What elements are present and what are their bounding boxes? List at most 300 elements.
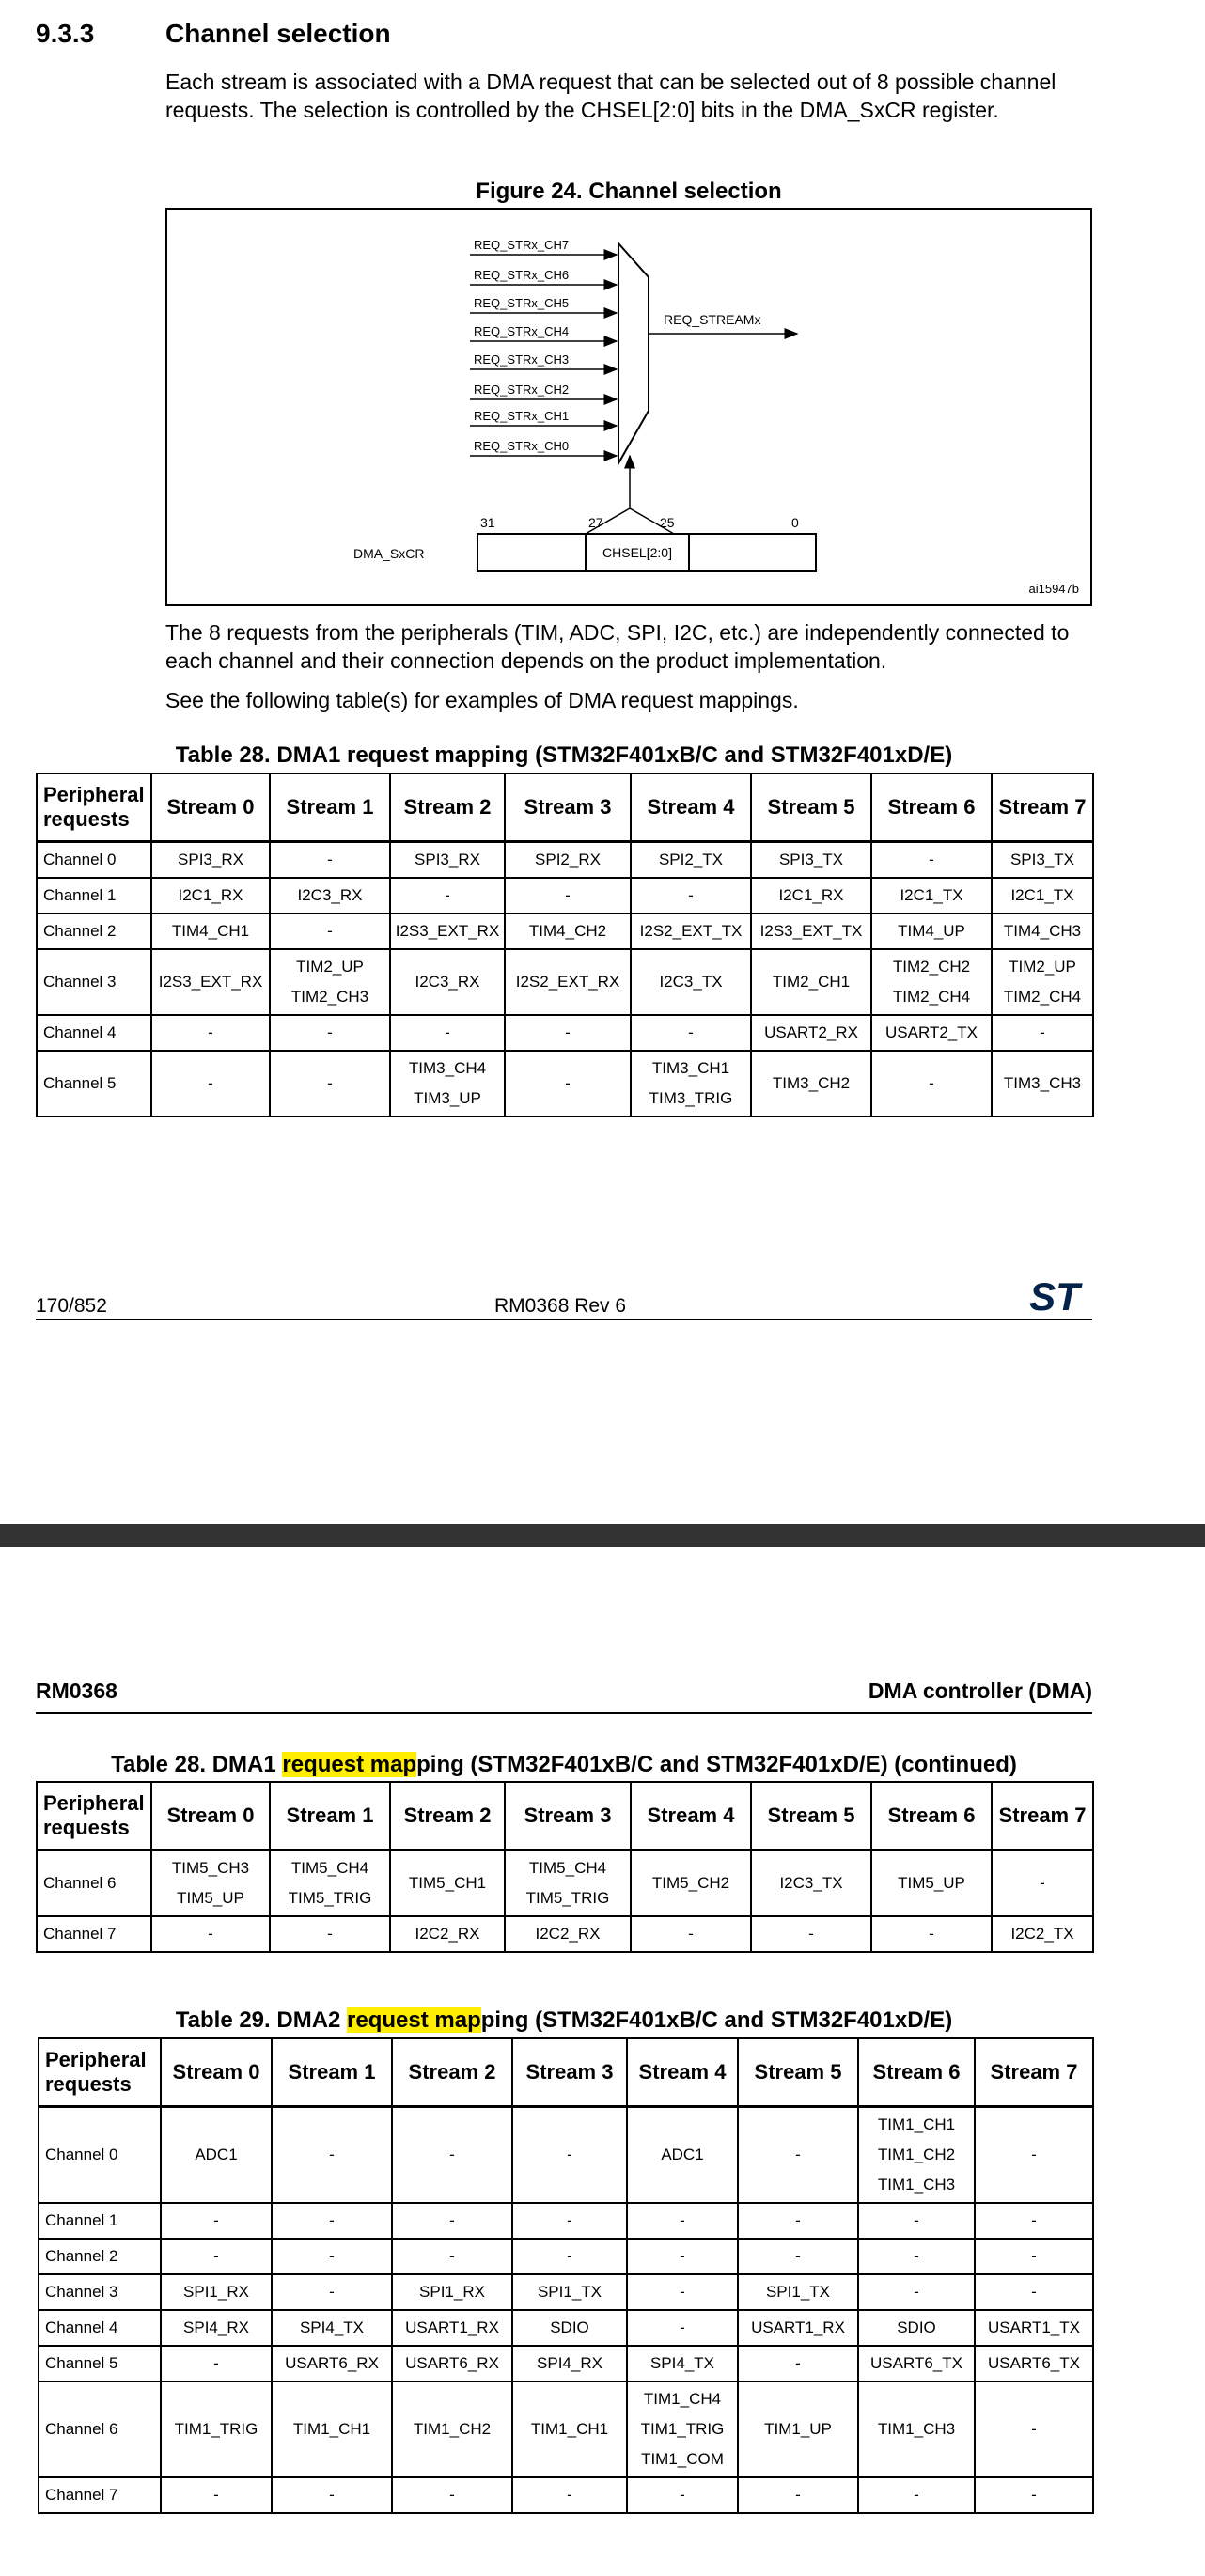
cell-value: SDIO [897, 2318, 936, 2336]
table-cell [270, 841, 390, 878]
table-row [39, 2106, 1093, 2203]
table-row [37, 1015, 1093, 1051]
table-cell [512, 2381, 627, 2477]
section-title: Channel selection [165, 19, 391, 48]
cell-value: TIM1_CH3 [877, 2419, 956, 2438]
table-cell [631, 1015, 751, 1051]
table-cell [975, 2106, 1093, 2203]
channel-label: Channel 6 [39, 2381, 161, 2477]
figure-frame [165, 208, 1092, 606]
cell-value: USART2_RX [764, 1023, 858, 1041]
cell-value: TIM3_CH4 [408, 1058, 487, 1077]
table-cell [505, 1916, 631, 1952]
table-row [39, 2310, 1093, 2346]
table-cell [270, 1015, 390, 1051]
chsel-field-label: CHSEL[2:0] [602, 545, 672, 560]
table-cell [627, 2346, 738, 2381]
header-doc-id: RM0368 [36, 1678, 117, 1703]
cell-value: TIM5_CH1 [408, 1873, 487, 1892]
cell-value: SPI3_TX [1009, 850, 1075, 868]
cell-value: I2C2_RX [535, 1924, 601, 1943]
table-cell [161, 2381, 272, 2477]
table-cell [390, 949, 505, 1015]
cell-value: ADC1 [195, 2145, 238, 2163]
cell-value: SPI4_RX [183, 2318, 249, 2336]
input-label: REQ_STRx_CH1 [474, 409, 570, 423]
bit-25-label: 25 [660, 515, 675, 530]
cell-value: - [1031, 2282, 1037, 2301]
cell-value: USART2_TX [885, 1023, 978, 1041]
table-cell [161, 2274, 272, 2310]
cell-value: - [208, 1924, 213, 1943]
column-header-stream-2: Stream 2 [392, 2038, 512, 2106]
cell-value: - [688, 885, 694, 904]
column-header-stream-7: Stream 7 [992, 773, 1093, 841]
table-cell [392, 2203, 512, 2239]
cell-value: - [680, 2246, 685, 2265]
table-cell [738, 2239, 858, 2274]
table-row [37, 1850, 1093, 1916]
table-row [39, 2239, 1093, 2274]
table-cell [992, 1051, 1093, 1116]
cell-value: ADC1 [661, 2145, 704, 2163]
cell-value: I2S3_EXT_TX [759, 921, 863, 940]
cell-value: SPI1_TX [765, 2282, 831, 2301]
cell-value: TIM3_CH1 [651, 1058, 730, 1077]
table-row [37, 1916, 1093, 1952]
table-row [37, 1051, 1093, 1116]
cell-value: - [565, 1073, 571, 1092]
cell-value: - [1040, 1873, 1045, 1892]
cell-value: TIM4_CH1 [171, 921, 250, 940]
cell-value: - [795, 2246, 801, 2265]
channel-label: Channel 0 [39, 2106, 161, 2203]
figure-code: ai15947b [1028, 582, 1079, 596]
table-cell [858, 2274, 975, 2310]
column-header-stream-1: Stream 1 [270, 1782, 390, 1850]
table-cell [161, 2477, 272, 2513]
table-cell [392, 2381, 512, 2477]
channel-label: Channel 1 [39, 2203, 161, 2239]
table-cell [392, 2274, 512, 2310]
channel-label: Channel 3 [37, 949, 151, 1015]
cell-value: - [567, 2246, 572, 2265]
table-cell [631, 913, 751, 949]
table-cell [270, 878, 390, 913]
cell-value: SPI2_RX [535, 850, 601, 868]
table28-continued-caption: Table 28. DMA1 request mapping (STM32F401xB/C and STM32F401xD/E) (continued) [111, 1752, 1017, 1777]
cell-value: - [1031, 2145, 1037, 2163]
cell-value: - [327, 1073, 333, 1092]
cell-value: TIM3_CH2 [772, 1073, 851, 1092]
column-header-peripheral: Peripheral requests [39, 2038, 161, 2106]
table-cell [512, 2310, 627, 2346]
search-highlight: request map [282, 1752, 417, 1777]
table-cell [627, 2477, 738, 2513]
cell-value: - [795, 2145, 801, 2163]
channel-label: Channel 3 [39, 2274, 161, 2310]
output-label: REQ_STREAMx [664, 312, 761, 327]
table-cell [871, 841, 992, 878]
cell-value: TIM4_UP [898, 921, 965, 940]
cell-value: - [329, 2282, 335, 2301]
cell-value: TIM2_CH4 [892, 987, 971, 1006]
register-name: DMA_SxCR [353, 546, 425, 561]
table-cell [992, 1850, 1093, 1916]
table-cell [392, 2346, 512, 2381]
cell-value: SPI1_RX [419, 2282, 485, 2301]
cell-value: TIM5_CH3 [171, 1858, 250, 1877]
cell-value: I2S2_EXT_TX [639, 921, 743, 940]
column-header-stream-1: Stream 1 [272, 2038, 392, 2106]
cell-value: TIM5_TRIG [288, 1888, 372, 1907]
table-cell [627, 2106, 738, 2203]
cell-value: - [929, 1924, 934, 1943]
cell-value: - [445, 1023, 450, 1041]
cell-value: - [449, 2145, 455, 2163]
column-header-stream-3: Stream 3 [505, 773, 631, 841]
column-header-stream-0: Stream 0 [151, 773, 270, 841]
cell-value: I2C3_RX [415, 972, 480, 991]
table-cell [992, 841, 1093, 878]
cell-value: TIM2_CH3 [290, 987, 369, 1006]
cell-value: SDIO [550, 2318, 589, 2336]
table-cell [272, 2346, 392, 2381]
table-cell [751, 878, 871, 913]
cell-value: TIM1_UP [764, 2419, 832, 2438]
table-cell [975, 2239, 1093, 2274]
table-row [39, 2203, 1093, 2239]
table-cell [151, 1051, 270, 1116]
channel-label: Channel 2 [37, 913, 151, 949]
channel-label: Channel 2 [39, 2239, 161, 2274]
column-header-stream-6: Stream 6 [858, 2038, 975, 2106]
cell-value: - [329, 2485, 335, 2504]
bit-0-label: 0 [791, 515, 799, 530]
table-row [39, 2381, 1093, 2477]
cell-value: TIM1_CH2 [413, 2419, 492, 2438]
multiplexer-shape [618, 243, 649, 463]
cell-value: SPI3_RX [415, 850, 480, 868]
table-row [39, 2346, 1093, 2381]
table-cell [738, 2274, 858, 2310]
cell-value: - [808, 1924, 814, 1943]
column-header-stream-5: Stream 5 [738, 2038, 858, 2106]
cell-value: TIM3_TRIG [649, 1088, 733, 1107]
table-cell [505, 949, 631, 1015]
cell-value: SPI1_TX [537, 2282, 602, 2301]
intro-paragraph: Each stream is associated with a DMA request that can be selected out of 8 possible channel requests. The selection is controlled by the CHSEL[2:0] bits in the DMA_SxCR register. [165, 70, 1056, 122]
table-row [37, 878, 1093, 913]
cell-value: USART1_RX [405, 2318, 499, 2336]
input-label: REQ_STRx_CH4 [474, 324, 570, 338]
cell-value: TIM5_CH4 [528, 1858, 607, 1877]
cell-value: - [445, 885, 450, 904]
channel-label: Channel 7 [39, 2477, 161, 2513]
channel-label: Channel 1 [37, 878, 151, 913]
cell-value: - [795, 2485, 801, 2504]
cell-value: SPI3_RX [178, 850, 243, 868]
column-header-stream-0: Stream 0 [161, 2038, 272, 2106]
cell-value: - [213, 2210, 219, 2229]
table-cell [975, 2274, 1093, 2310]
table-row [37, 913, 1093, 949]
cell-value: - [929, 1073, 934, 1092]
cell-value: I2C1_RX [178, 885, 243, 904]
table29-caption: Table 29. DMA2 request mapping (STM32F401xB/C and STM32F401xD/E) [175, 2007, 953, 2033]
cell-value: TIM2_CH2 [892, 957, 971, 976]
cell-value: I2S2_EXT_RX [515, 972, 620, 991]
input-lines [470, 238, 617, 456]
table-cell [738, 2203, 858, 2239]
input-label: REQ_STRx_CH0 [474, 439, 570, 453]
cell-value: I2S3_EXT_RX [395, 921, 500, 940]
cell-value: - [565, 1023, 571, 1041]
doc-revision: RM0368 Rev 6 [494, 1295, 627, 1317]
table-cell [992, 913, 1093, 949]
cell-value: - [449, 2246, 455, 2265]
cell-value: - [914, 2485, 919, 2504]
cell-value: - [688, 1023, 694, 1041]
requests-paragraph: The 8 requests from the peripherals (TIM, ADC, SPI, I2C, etc.) are independently connected to each channel and their connection depends on the product implementation. [165, 620, 1070, 673]
cell-value: - [680, 2282, 685, 2301]
cell-value: - [1031, 2246, 1037, 2265]
table-cell [272, 2239, 392, 2274]
cell-value: - [327, 850, 333, 868]
column-header-stream-4: Stream 4 [631, 1782, 751, 1850]
channel-label: Channel 4 [37, 1015, 151, 1051]
column-header-stream-6: Stream 6 [871, 1782, 992, 1850]
cell-value: TIM2_CH4 [1003, 987, 1082, 1006]
table-cell [871, 878, 992, 913]
table-cell [161, 2106, 272, 2203]
channel-label: Channel 0 [37, 841, 151, 878]
table-cell [272, 2310, 392, 2346]
table-cell [151, 878, 270, 913]
table-cell [505, 913, 631, 949]
column-header-stream-4: Stream 4 [631, 773, 751, 841]
table-cell [161, 2310, 272, 2346]
cell-value: SPI4_TX [649, 2353, 715, 2372]
table-cell [975, 2346, 1093, 2381]
channel-label: Channel 5 [37, 1051, 151, 1116]
table-cell [392, 2310, 512, 2346]
table-cell [871, 949, 992, 1015]
cell-value: - [914, 2210, 919, 2229]
cell-value: TIM1_CH1 [530, 2419, 609, 2438]
cell-value: TIM4_CH3 [1003, 921, 1082, 940]
cell-value: - [327, 921, 333, 940]
table-cell [627, 2239, 738, 2274]
table-cell [871, 1051, 992, 1116]
table-cell [392, 2106, 512, 2203]
column-header-peripheral: Peripheral requests [37, 1782, 151, 1850]
table-cell [975, 2381, 1093, 2477]
table-cell [858, 2106, 975, 2203]
cell-value: TIM1_COM [641, 2449, 724, 2468]
cell-value: USART6_RX [405, 2353, 499, 2372]
cell-value: TIM5_UP [898, 1873, 965, 1892]
table-cell [751, 1850, 871, 1916]
table-cell [161, 2346, 272, 2381]
table-cell [272, 2203, 392, 2239]
cell-value: - [208, 1023, 213, 1041]
table-cell [738, 2346, 858, 2381]
column-header-stream-0: Stream 0 [151, 1782, 270, 1850]
cell-value: - [329, 2246, 335, 2265]
table-cell [871, 913, 992, 949]
cell-value: USART1_TX [988, 2318, 1080, 2336]
cell-value: - [1031, 2485, 1037, 2504]
table-cell [631, 841, 751, 878]
cell-value: TIM5_UP [177, 1888, 244, 1907]
cell-value: SPI2_TX [658, 850, 724, 868]
table-cell [151, 949, 270, 1015]
bit-31-label: 31 [480, 515, 495, 530]
cell-value: TIM1_CH1 [292, 2419, 371, 2438]
table-cell [751, 841, 871, 878]
cell-value: - [567, 2210, 572, 2229]
table-cell [272, 2274, 392, 2310]
table-cell [751, 1015, 871, 1051]
st-logo-text: ST [1029, 1274, 1080, 1316]
table-cell [512, 2203, 627, 2239]
header-rule [36, 1712, 1092, 1714]
table-cell [151, 1850, 270, 1916]
column-header-stream-4: Stream 4 [627, 2038, 738, 2106]
table-cell [858, 2346, 975, 2381]
cell-value: TIM5_TRIG [525, 1888, 610, 1907]
table-cell [858, 2239, 975, 2274]
table-cell [161, 2239, 272, 2274]
cell-value: TIM1_CH4 [643, 2389, 722, 2408]
cell-value: I2C1_RX [778, 885, 844, 904]
cell-value: SPI4_RX [537, 2353, 602, 2372]
cell-value: - [327, 1924, 333, 1943]
input-label: REQ_STRx_CH3 [474, 352, 570, 367]
cell-value: - [795, 2353, 801, 2372]
column-header-stream-6: Stream 6 [871, 773, 992, 841]
table29 [38, 2037, 1094, 2514]
column-header-stream-2: Stream 2 [390, 773, 505, 841]
table-cell [390, 1051, 505, 1116]
column-header-stream-7: Stream 7 [992, 1782, 1093, 1850]
table28-caption: Table 28. DMA1 request mapping (STM32F401xB/C and STM32F401xD/E) [175, 742, 953, 768]
table-cell [270, 1850, 390, 1916]
table-cell [627, 2203, 738, 2239]
cell-value: - [567, 2485, 572, 2504]
cell-value: TIM2_UP [1009, 957, 1076, 976]
table-cell [627, 2274, 738, 2310]
table-cell [151, 841, 270, 878]
table28-continued [36, 1781, 1094, 1953]
page-separator [0, 1524, 1205, 1547]
header-chapter: DMA controller (DMA) [868, 1678, 1092, 1703]
cell-value: TIM2_UP [296, 957, 364, 976]
channel-selection-diagram [167, 210, 1090, 604]
section-number: 9.3.3 [36, 19, 95, 48]
cell-value: - [329, 2210, 335, 2229]
cell-value: - [565, 885, 571, 904]
figure-title: Figure 24. Channel selection [476, 179, 782, 204]
table-cell [272, 2477, 392, 2513]
table-cell [751, 913, 871, 949]
channel-label: Channel 4 [39, 2310, 161, 2346]
table-cell [512, 2346, 627, 2381]
cell-value: - [929, 850, 934, 868]
table-cell [871, 1916, 992, 1952]
cell-value: I2C2_RX [415, 1924, 480, 1943]
column-header-stream-3: Stream 3 [505, 1782, 631, 1850]
table-cell [270, 949, 390, 1015]
table-cell [627, 2310, 738, 2346]
cell-value: I2C1_TX [1010, 885, 1074, 904]
table-cell [512, 2274, 627, 2310]
table-cell [512, 2477, 627, 2513]
table-row [39, 2274, 1093, 2310]
cell-value: - [688, 1924, 694, 1943]
table28 [36, 773, 1094, 1117]
table-cell [631, 1916, 751, 1952]
column-header-stream-1: Stream 1 [270, 773, 390, 841]
table-cell [871, 1850, 992, 1916]
cell-value: USART6_TX [870, 2353, 962, 2372]
column-header-stream-2: Stream 2 [390, 1782, 505, 1850]
table-cell [161, 2203, 272, 2239]
table-cell [975, 2477, 1093, 2513]
cell-value: - [213, 2353, 219, 2372]
table-cell [272, 2381, 392, 2477]
search-highlight: request map [347, 2007, 481, 2033]
table-cell [992, 878, 1093, 913]
cell-value: - [449, 2485, 455, 2504]
cell-value: TIM3_UP [414, 1088, 481, 1107]
column-header-stream-7: Stream 7 [975, 2038, 1093, 2106]
cell-value: - [213, 2485, 219, 2504]
cell-value: TIM1_TRIG [640, 2419, 725, 2438]
cell-value: - [1031, 2210, 1037, 2229]
cell-value: - [680, 2318, 685, 2336]
table-cell [390, 1015, 505, 1051]
cell-value: - [327, 1023, 333, 1041]
table-cell [505, 841, 631, 878]
table-cell [505, 1850, 631, 1916]
table-cell [631, 1051, 751, 1116]
cell-value: - [795, 2210, 801, 2229]
table-cell [392, 2239, 512, 2274]
table-cell [390, 913, 505, 949]
column-header-stream-5: Stream 5 [751, 773, 871, 841]
cell-value: I2C2_TX [1010, 1924, 1074, 1943]
cell-value: TIM1_CH2 [877, 2145, 956, 2163]
table-cell [858, 2381, 975, 2477]
cell-value: TIM5_CH2 [651, 1873, 730, 1892]
cell-value: USART6_RX [285, 2353, 379, 2372]
cell-value: TIM3_CH3 [1003, 1073, 1082, 1092]
bit-27-label: 27 [588, 515, 603, 530]
cell-value: - [208, 1073, 213, 1092]
column-header-stream-3: Stream 3 [512, 2038, 627, 2106]
cell-value: - [680, 2485, 685, 2504]
table-cell [631, 1850, 751, 1916]
table-cell [975, 2310, 1093, 2346]
cell-value: - [1031, 2419, 1037, 2438]
table-cell [751, 1916, 871, 1952]
cell-value: USART1_RX [751, 2318, 845, 2336]
cell-value: I2C3_TX [659, 972, 723, 991]
table-cell [751, 949, 871, 1015]
cell-value: I2C1_TX [900, 885, 963, 904]
